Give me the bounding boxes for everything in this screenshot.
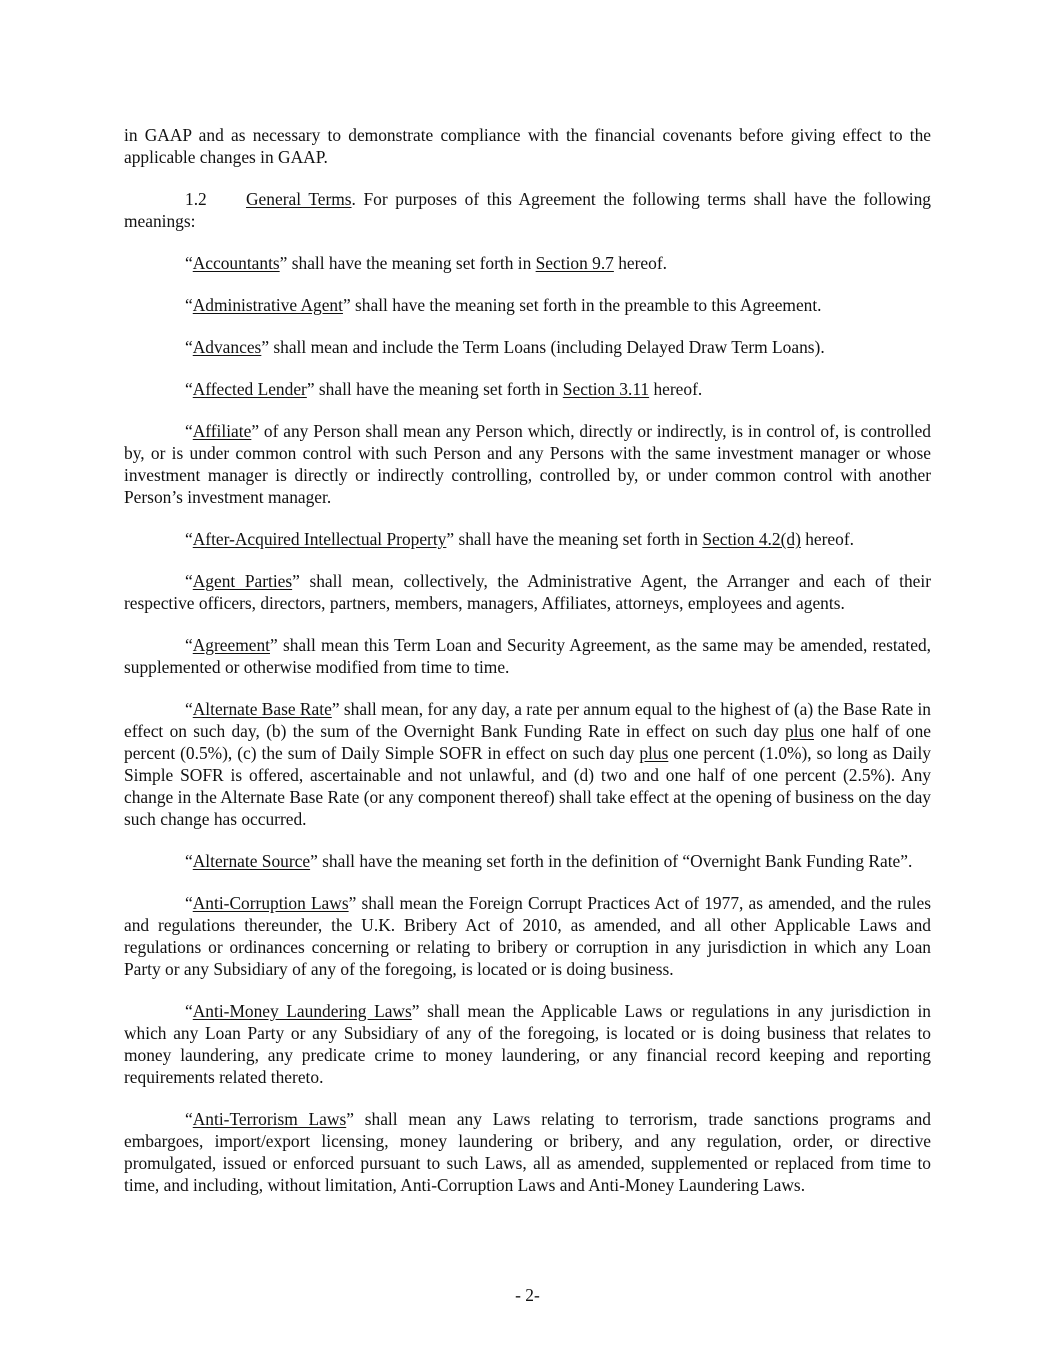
defined-term: Administrative Agent: [192, 295, 343, 315]
definition-anti-terrorism-laws: “Anti-Terrorism Laws” shall mean any Laws relating to terrorism, trade sanctions programs and embargoes, import/export licensing, money laundering or bribery, and any regulation, order, or directive promulgated, issued or enforced pursuant to such Laws, all as amended, supplemented or replaced from time to time, and including, without limitation, Anti-Corruption Laws and Anti-Money Laundering Laws.: [124, 1109, 931, 1195]
section-1-2-paragraph: 1.2 General Terms. For purposes of this Agreement the following terms shall have the following meanings:: [124, 189, 931, 231]
definition-after-acquired-ip: “After-Acquired Intellectual Property” shall have the meaning set forth in Section 4.2(d) hereof.: [185, 529, 854, 549]
defined-term: Affiliate: [192, 421, 252, 441]
definition-anti-money-laundering-laws: “Anti-Money Laundering Laws” shall mean the Applicable Laws or regulations in any jurisdiction in which any Loan Party or any Subsidiary of any of the foregoing, is located or is doing business that relates to money laundering, any predicate crime to money laundering, or any financial record keeping and reporting requirements related thereto.: [124, 1001, 931, 1087]
section-heading: General Terms: [246, 189, 352, 209]
plus-term: plus: [785, 721, 814, 741]
definition-anti-corruption-laws: “Anti-Corruption Laws” shall mean the Foreign Corrupt Practices Act of 1977, as amended, and the rules and regulations thereunder, the U.K. Bribery Act of 2010, as amended, and all other Applicable Laws and regulations or ordinances concerning or relating to bribery or corruption in any jurisdiction in which any Loan Party or any Subsidiary of any of the foregoing, is located or is doing business.: [124, 893, 931, 979]
definition-agent-parties: “Agent Parties” shall mean, collectively, the Administrative Agent, the Arranger and each of their respective officers, directors, partners, members, managers, Affiliates, attorneys, employees and agents.: [124, 571, 931, 613]
intro-paragraph: in GAAP and as necessary to demonstrate compliance with the financial covenants before giving effect to the applicable changes in GAAP.: [124, 125, 931, 167]
defined-term: Anti-Terrorism Laws: [192, 1109, 347, 1129]
definition-accountants: “Accountants” shall have the meaning set forth in Section 9.7 hereof.: [185, 253, 667, 273]
defined-term: After-Acquired Intellectual Property: [192, 529, 447, 549]
defined-term: Advances: [192, 337, 262, 357]
section-reference: Section 4.2(d): [702, 529, 801, 549]
defined-term: Alternate Source: [192, 851, 311, 871]
defined-term: Agreement: [192, 635, 270, 655]
definition-affiliate: “Affiliate” of any Person shall mean any Person which, directly or indirectly, is in control of, is controlled by, or is under common control with such Person and any Persons with the same investment manager or whose investment manager is directly or indirectly controlling, controlled by, or under common control with another Person’s investment manager.: [124, 421, 931, 507]
section-number: 1.2: [185, 189, 207, 209]
defined-term: Affected Lender: [192, 379, 307, 399]
section-reference: Section 9.7: [535, 253, 614, 273]
defined-term: Anti-Corruption Laws: [192, 893, 349, 913]
page-number: - 2-: [515, 1285, 540, 1305]
definition-alternate-source: “Alternate Source” shall have the meaning set forth in the definition of “Overnight Bank Funding Rate”.: [185, 851, 913, 871]
defined-term: Agent Parties: [192, 571, 293, 591]
definition-affected-lender: “Affected Lender” shall have the meaning set forth in Section 3.11 hereof.: [185, 379, 703, 399]
definition-agreement: “Agreement” shall mean this Term Loan and Security Agreement, as the same may be amended, restated, supplemented or otherwise modified from time to time.: [124, 635, 931, 677]
defined-term: Anti-Money Laundering Laws: [192, 1001, 412, 1021]
defined-term: Alternate Base Rate: [192, 699, 332, 719]
definition-alternate-base-rate: “Alternate Base Rate” shall mean, for any day, a rate per annum equal to the highest of (a) the Base Rate in effect on such day, (b) the sum of the Overnight Bank Funding Rate in effect on such day plus one half of one percent (0.5%), (c) the sum of Daily Simple SOFR in effect on such day plus one percent (1.0%), so long as Daily Simple SOFR is offered, ascertainable and not unlawful, and (d) two and one half of one percent (2.5%). Any change in the Alternate Base Rate (or any component thereof) shall take effect at the opening of business on the day such change has occurred.: [124, 699, 931, 829]
plus-term: plus: [639, 743, 669, 763]
section-reference: Section 3.11: [562, 379, 650, 399]
definition-administrative-agent: “Administrative Agent” shall have the meaning set forth in the preamble to this Agreement.: [185, 295, 822, 315]
defined-term: Accountants: [192, 253, 280, 273]
definition-advances: “Advances” shall mean and include the Term Loans (including Delayed Draw Term Loans).: [185, 337, 825, 357]
